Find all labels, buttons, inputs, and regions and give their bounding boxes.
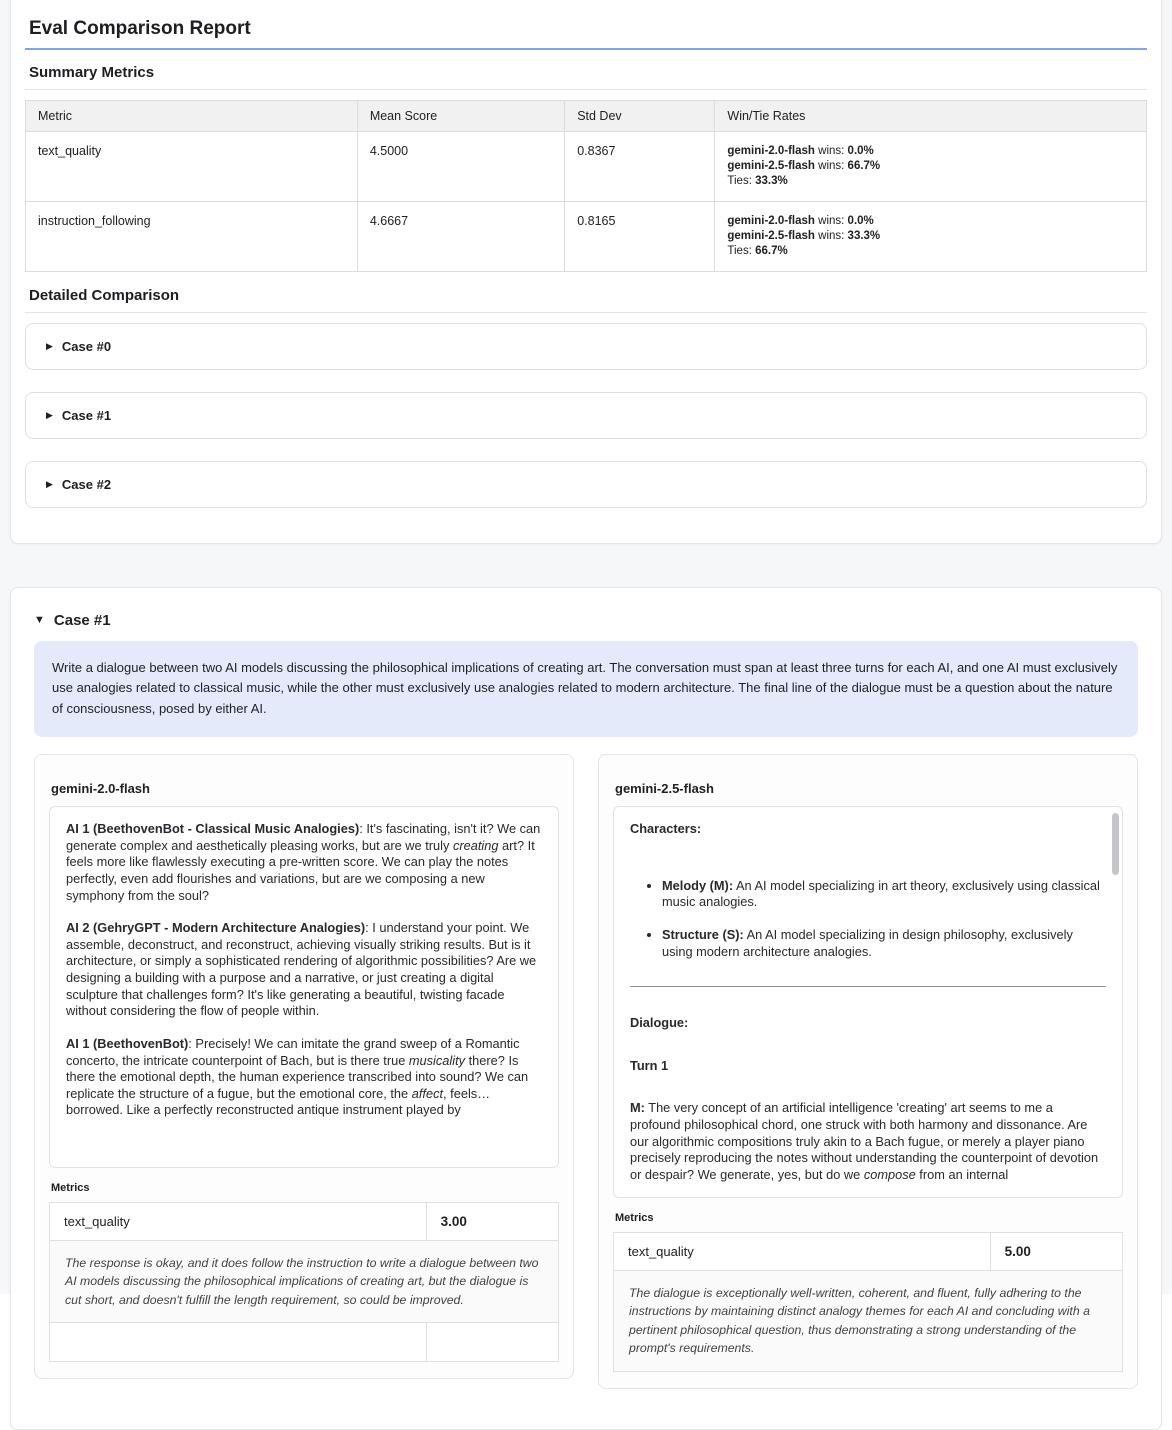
text-segment: Dialogue: — [630, 1015, 689, 1031]
text-segment: : I understand your point. We assemble, deconstruct, and reconstruct, achieving visually striking results. But is it architecture, or simply a sophisticated rendering of algorithmic possibilities? Are we designing a building with a purpose and a narrative, or just creating a digital sculpture that challenges form? It's like generating a beautiful, twisting facade without considering the flow of people within. — [66, 920, 537, 1019]
summary-column-header: Win/Tie Rates — [715, 101, 1147, 132]
summary-table-body — [26, 132, 1147, 272]
metric-score-cell: 3.00 — [426, 1203, 558, 1241]
expand-triangle-icon: ▶ — [46, 409, 53, 420]
metric-score-cell — [426, 1323, 558, 1362]
text-segment: wins: — [814, 214, 848, 227]
metric-explanation-cell: The dialogue is exceptionally well-written, coherent, and fluent, fully adhering to the instructions by maintaining distinct analogy themes for each AI and concluding with a pertinent philosophical question, thus demonstrating a strong understanding of the prompt's requirements. — [614, 1271, 1123, 1372]
response-paragraph — [66, 920, 542, 1020]
text-segment: An AI model specializing in art theory, exclusively using classical music analogies. — [662, 877, 1100, 910]
case-panel-1[interactable] — [25, 392, 1147, 439]
metric-name-cell — [50, 1323, 427, 1362]
text-segment: 66.7% — [847, 159, 881, 172]
metrics-table-body — [50, 1203, 559, 1362]
table-row — [26, 201, 1147, 271]
metric-explanation-row — [614, 1271, 1123, 1372]
response-divider — [630, 986, 1106, 987]
metric-row — [614, 1233, 1123, 1271]
rate-line — [727, 174, 1134, 189]
scrollbar-thumb[interactable] — [1112, 813, 1119, 875]
rate-line — [727, 144, 1134, 159]
metrics-heading: Metrics — [51, 1182, 90, 1195]
metric-row — [50, 1203, 559, 1241]
title-divider — [25, 48, 1147, 50]
text-segment: Characters: — [630, 821, 702, 837]
text-segment: 66.7% — [755, 244, 788, 257]
case-detail-title: Case #1 — [53, 611, 111, 629]
text-segment: there? Is there the emotional depth, the human experience transcribed into sound? We can replicate the structure of a fugue, but the emotional core, the — [66, 1052, 529, 1101]
model-name-label: gemini-2.5-flash — [615, 781, 714, 797]
case-panel-label: Case #2 — [61, 476, 112, 492]
expand-triangle-icon: ▶ — [46, 340, 53, 351]
summary-divider — [25, 89, 1147, 90]
case-detail-header[interactable] — [34, 612, 1138, 629]
text-segment: , feels…borrowed. Like a perfectly reconstructed antique instrument played by — [66, 1085, 490, 1118]
case-panel-label: Case #0 — [61, 338, 112, 354]
response-paragraph — [630, 1058, 1106, 1075]
text-segment: gemini-2.5-flash — [727, 229, 815, 242]
rate-line — [727, 244, 1134, 259]
list-item — [662, 927, 1106, 960]
text-segment: art? It feels more like flawlessly executing a pre-written score. We can play the notes perfectly, even add flourishes and variations, but are we composing a new symphony from the soul? — [66, 837, 535, 903]
case-detail-card — [10, 587, 1162, 1430]
detailed-divider — [25, 312, 1147, 313]
metric-name-cell: text_quality — [50, 1203, 427, 1241]
case-list — [25, 323, 1147, 508]
table-row — [26, 132, 1147, 202]
expand-triangle-icon: ▶ — [46, 478, 53, 489]
text-segment: An AI model specializing in design philosophy, exclusively using modern architecture analogies. — [662, 926, 1073, 959]
page-title: Eval Comparison Report — [29, 18, 251, 39]
text-segment: wins: — [814, 159, 848, 172]
rate-line — [727, 229, 1134, 244]
text-segment: AI 2 (GehryGPT - Modern Architecture Analogies) — [66, 920, 366, 936]
text-segment: affect — [411, 1085, 444, 1101]
text-segment: The very concept of an artificial intelligence 'creating' art seems to me a profound philosophical chord, one struck with both harmony and dissonance. Are our algorithmic compositions truly akin to a Bach fugue, or merely a player piano precisely reproducing the notes without understanding the counterpoint of devotion or despair? We generate, yes, but do we — [630, 1100, 1099, 1182]
text-segment: from an internal — [915, 1166, 1009, 1182]
response-box[interactable] — [49, 806, 559, 1168]
text-segment: gemini-2.0-flash — [727, 145, 815, 157]
text-segment: AI 1 (BeethovenBot - Classical Music Analogies) — [66, 821, 360, 837]
metric-score-cell: 5.00 — [990, 1233, 1122, 1271]
metric-name-cell: text_quality — [614, 1233, 991, 1271]
text-segment: 0.0% — [847, 214, 874, 227]
text-segment: gemini-2.5-flash — [727, 159, 815, 172]
summary-table — [25, 100, 1147, 272]
prompt-box: Write a dialogue between two AI models discussing the philosophical implications of creating art. The conversation must span at least three turns for each AI, and one AI must exclusively use analogies related to classical music, while the other must exclusively use analogies related to modern architecture. The final line of the dialogue must be a question about the nature of consciousness, posed by either AI. — [34, 641, 1138, 737]
response-box[interactable] — [613, 806, 1123, 1198]
std-dev-cell: 0.8367 — [565, 132, 715, 202]
metric-row-clipped — [50, 1323, 559, 1362]
text-segment: compose — [863, 1166, 916, 1182]
text-segment: AI 1 (BeethovenBot) — [66, 1035, 189, 1051]
text-segment: 0.0% — [847, 145, 874, 157]
model-column-0 — [34, 754, 574, 1379]
detailed-heading: Detailed Comparison — [29, 286, 180, 304]
text-segment: Ties: — [727, 244, 756, 257]
model-name-label: gemini-2.0-flash — [51, 781, 150, 797]
rate-line — [727, 159, 1134, 174]
text-segment: Structure (S): — [662, 926, 744, 942]
summary-column-header: Mean Score — [357, 101, 564, 132]
report-card — [10, 0, 1162, 544]
text-segment: wins: — [814, 145, 848, 157]
metric-explanation-cell: The response is okay, and it does follow the instruction to write a dialogue between two AI models discussing the philosophical implications of creating art, but the dialogue is cut short, and doesn't fulfill the length requirement, so could be improved. — [50, 1241, 559, 1323]
win-tie-rates-cell — [715, 201, 1147, 271]
list-item — [662, 878, 1106, 911]
text-segment: : Precisely! We can imitate the grand sweep of a Romantic concerto, the intricate counterpoint of Bach, but is there true — [66, 1035, 520, 1068]
text-segment: M: — [630, 1100, 645, 1116]
mean-score-cell: 4.6667 — [357, 201, 564, 271]
std-dev-cell: 0.8165 — [565, 201, 715, 271]
text-segment: wins: — [814, 229, 848, 242]
rate-line — [727, 214, 1134, 229]
summary-table-head-row — [26, 101, 1147, 132]
text-segment: Melody (M): — [662, 877, 734, 893]
response-paragraph — [630, 821, 1106, 838]
response-paragraph — [630, 1015, 1106, 1032]
response-paragraph — [630, 1100, 1106, 1183]
mean-score-cell: 4.5000 — [357, 132, 564, 202]
text-segment: 33.3% — [847, 229, 881, 242]
text-segment: : It's fascinating, isn't it? We can generate complex and aesthetically pleasing works, but are we truly — [66, 821, 541, 853]
summary-heading: Summary Metrics — [29, 64, 155, 81]
summary-column-header: Metric — [26, 101, 358, 132]
text-segment: 33.3% — [755, 174, 788, 187]
metrics-table — [613, 1232, 1123, 1372]
response-paragraph — [66, 821, 542, 904]
text-segment: creating — [452, 837, 499, 853]
metric-name-cell: text_quality — [26, 132, 358, 202]
metric-explanation-row — [50, 1241, 559, 1323]
text-segment: gemini-2.0-flash — [727, 214, 815, 227]
text-segment: Ties: — [727, 174, 756, 187]
case-panel-label: Case #1 — [61, 407, 112, 423]
case-panel-0[interactable] — [25, 323, 1147, 370]
summary-column-header: Std Dev — [565, 101, 715, 132]
metrics-heading: Metrics — [615, 1212, 654, 1225]
win-tie-rates-cell — [715, 132, 1147, 202]
metrics-table-body — [614, 1233, 1123, 1372]
metrics-table — [49, 1202, 559, 1362]
metric-name-cell: instruction_following — [26, 201, 358, 271]
collapse-triangle-icon: ▼ — [34, 614, 45, 627]
response-bullet-list — [630, 878, 1106, 961]
response-paragraph — [66, 1036, 542, 1119]
text-segment: Turn 1 — [630, 1057, 669, 1073]
text-segment: musicality — [408, 1052, 466, 1068]
case-panel-2[interactable] — [25, 461, 1147, 508]
